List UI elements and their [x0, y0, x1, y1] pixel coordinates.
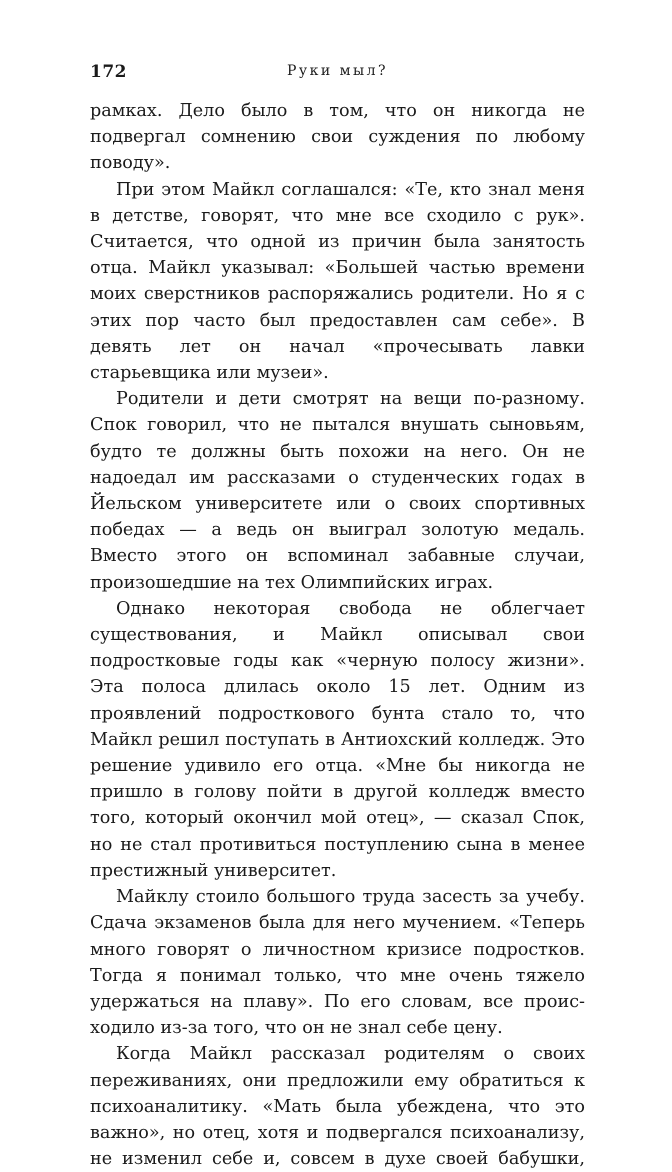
paragraph: рамках. Дело было в том, что он никогда не подвергал сомнению свои суждения по любому поводу».: [90, 101, 585, 174]
paragraph: Родители и дети смотрят на вещи по-разному. Спок говорил, что не пытался внушать сыновьям, будто те должны быть похожи на него. Он не надоедал им рассказами о студенческих годах в Йельском университете или о своих спортивных победах — а ведь он выиграл золотую медаль. Вместо этого он вспоминал забавные случаи, произошедшие на тех Олимпийских играх.: [90, 389, 585, 593]
running-head: [90, 60, 585, 84]
body-text: [90, 98, 585, 1172]
paragraph: При этом Майкл соглашался: «Те, кто знал меня в детстве, говорят, что мне все сходило с рук». Считается, что одной из причин была занятость отца. Майкл указывал: «Большей частью времени моих сверстников распоряжались родители. Но я с этих пор часто был предоставлен сам себе». В девять лет он начал «прочесывать лавки старьевщика или музеи».: [90, 179, 585, 384]
paragraph: Однако некоторая свобода не облегчает существования, и Майкл описывал свои подростковые годы как «черную полосу жизни». Эта полоса длилась около 15 лет. Одним из проявлений подросткового бунта стало то, что Майкл решил поступать в Антиохский колледж. Это решение удивило его отца. «Мне бы никогда не пришло в голову пойти в другой колледж вместо того, который окончил мой отец», — сказал Спок, но не стал противиться поступлению сына в менее престижный университет.: [90, 598, 585, 881]
paragraph: Майклу стоило большого труда засесть за учебу. Сдача экзаменов была для него мучением. «Теперь много говорят о личностном кризисе подростков. Тогда я понимал только, что мне очень тяжело удержаться на плаву». По его словам, все происходило из-за того, что он не знал себе цену.: [90, 887, 585, 1039]
running-title: Руки мыл?: [286, 63, 389, 79]
page-number: 172: [90, 62, 127, 82]
paragraph: Когда Майкл рассказал родителям о своих переживаниях, они предложили ему обратиться к психоаналитику. «Мать была убеждена, что это важно», но отец, хотя и подвергался психоанализу, не изменил себе и, совсем в духе своей бабушки,: [90, 1044, 585, 1170]
book-page: [90, 60, 585, 1172]
